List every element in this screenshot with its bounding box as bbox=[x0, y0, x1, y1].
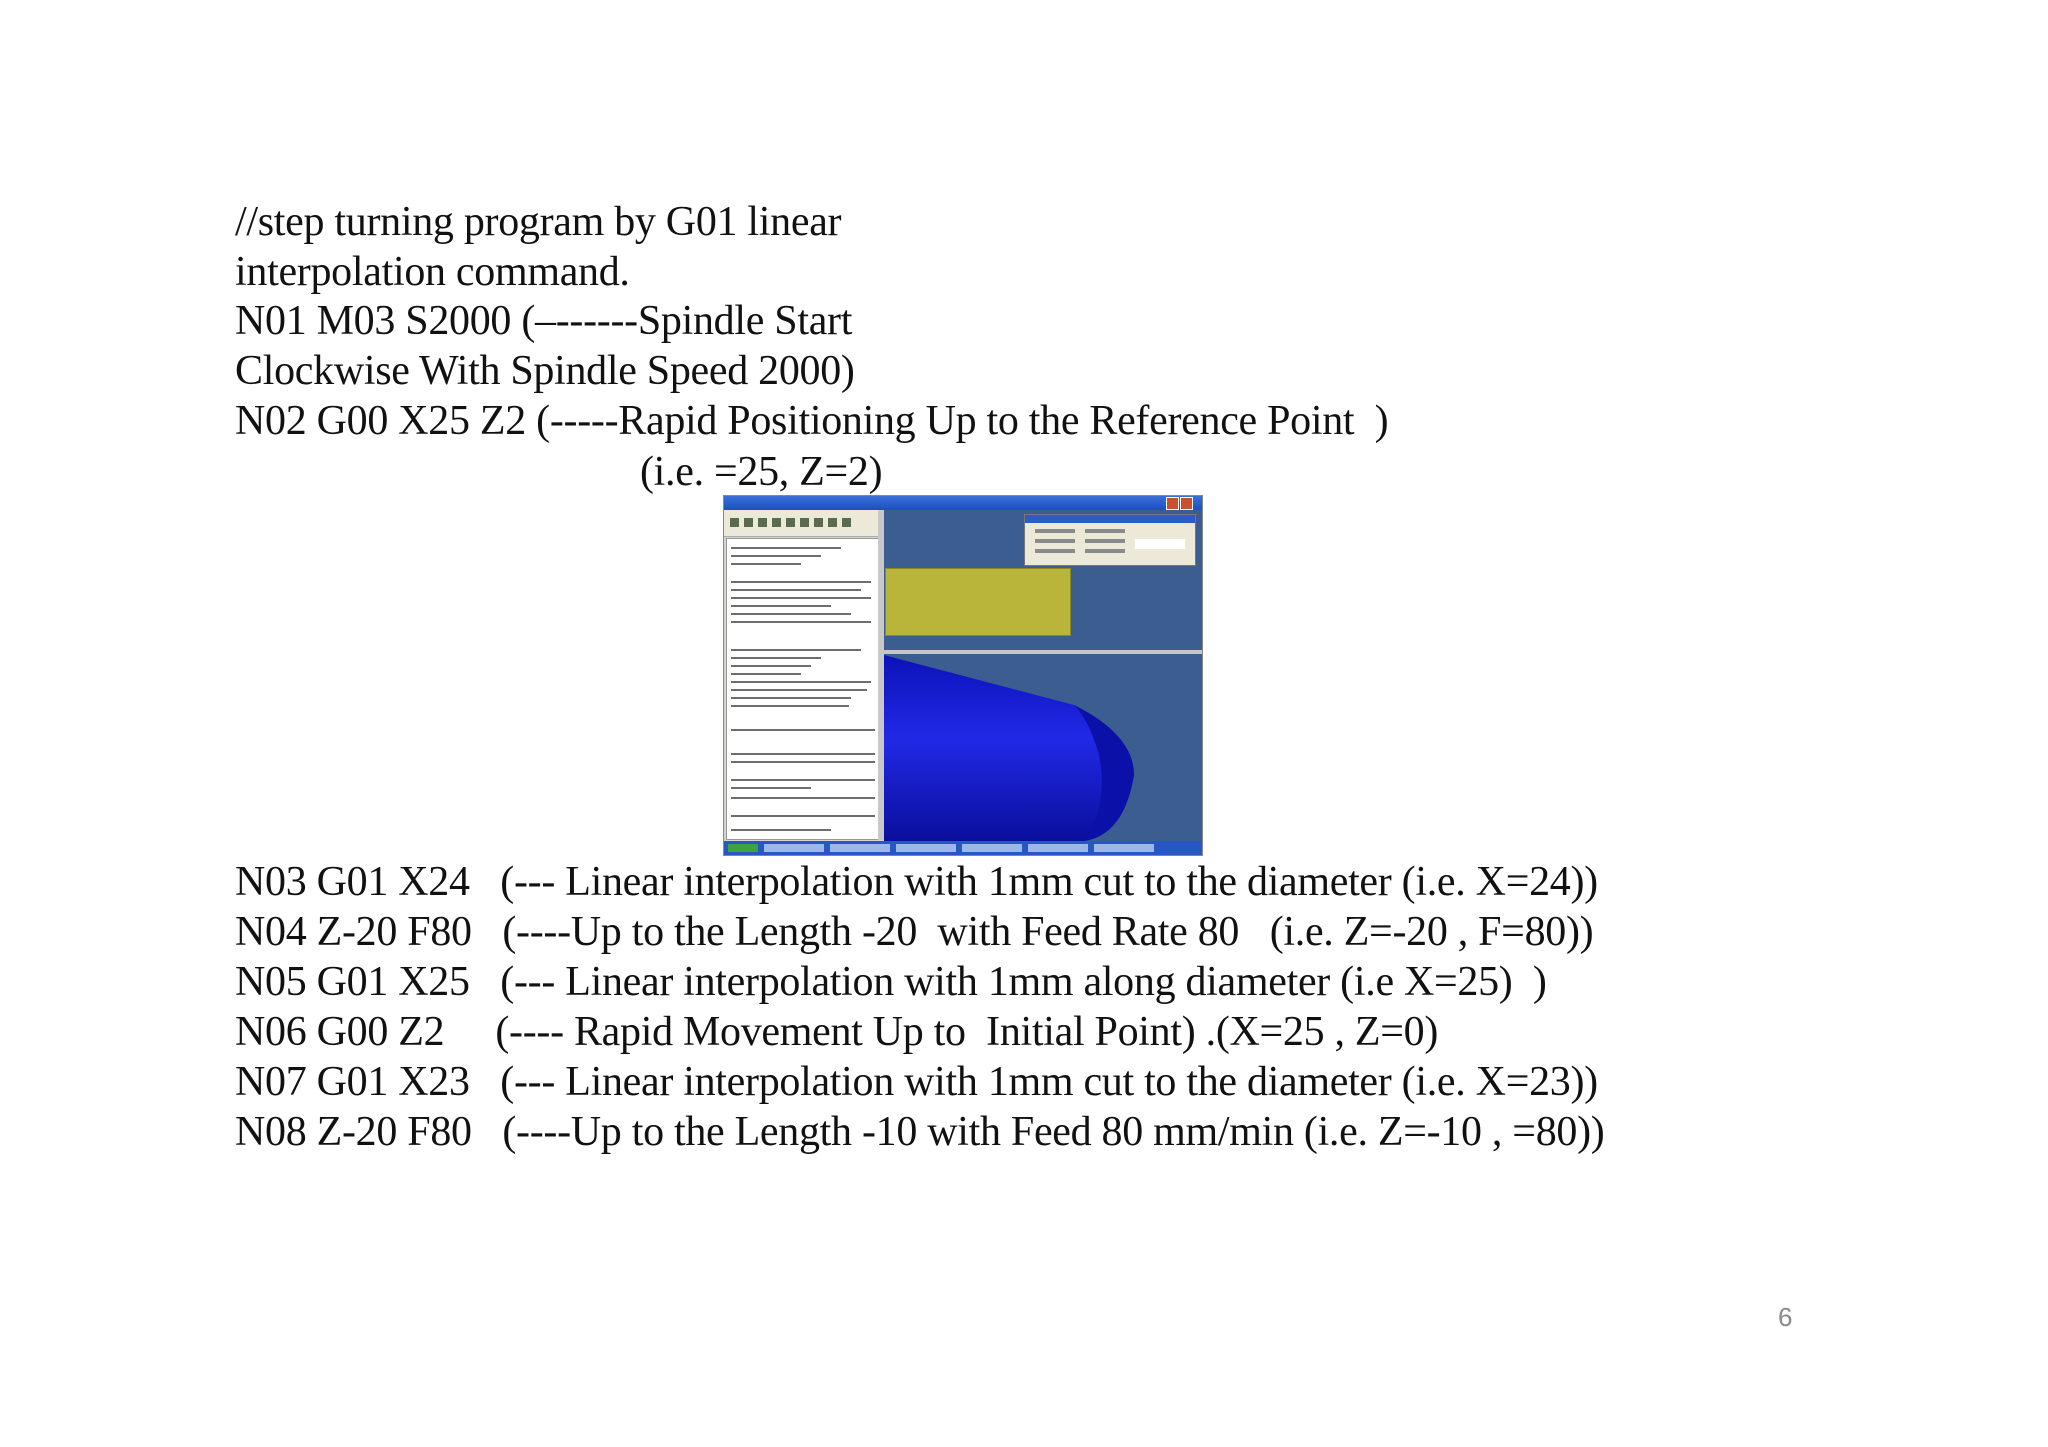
close-icon bbox=[1180, 497, 1193, 510]
text-line-5: N02 G00 X25 Z2 (-----Rapid Positioning Up to the Reference Point ) bbox=[235, 398, 1389, 444]
simulator-toolbar bbox=[724, 510, 882, 537]
tool-icon bbox=[800, 518, 809, 527]
page-number: 6 bbox=[1778, 1302, 1793, 1332]
simulator-title-bar bbox=[724, 496, 1202, 510]
tool-icon bbox=[842, 518, 851, 527]
minimize-icon bbox=[1166, 497, 1179, 510]
text-line-4: Clockwise With Spindle Speed 2000) bbox=[235, 348, 855, 394]
taskbar bbox=[724, 841, 1202, 855]
tool-icon bbox=[772, 518, 781, 527]
workpiece-cylinder bbox=[884, 655, 1202, 845]
tool-icon bbox=[828, 518, 837, 527]
text-line-10: N06 G00 Z2 (---- Rapid Movement Up to Initial Point) .(X=25 , Z=0) bbox=[235, 1009, 1439, 1055]
stock-material bbox=[885, 568, 1071, 636]
text-line-6: (i.e. =25, Z=2) bbox=[640, 449, 883, 495]
tool-icon bbox=[786, 518, 795, 527]
tool-icon bbox=[814, 518, 823, 527]
text-line-8: N04 Z-20 F80 (----Up to the Length -20 with Feed Rate 80 (i.e. Z=-20 , F=80)) bbox=[235, 909, 1594, 955]
tool-icon bbox=[744, 518, 753, 527]
tool-icon bbox=[758, 518, 767, 527]
text-line-12: N08 Z-20 F80 (----Up to the Length -10 with Feed 80 mm/min (i.e. Z=-10 , =80)) bbox=[235, 1109, 1605, 1155]
text-line-11: N07 G01 X23 (--- Linear interpolation with 1mm cut to the diameter (i.e. X=23)) bbox=[235, 1059, 1598, 1105]
text-line-9: N05 G01 X25 (--- Linear interpolation with 1mm along diameter (i.e X=25) ) bbox=[235, 959, 1547, 1005]
text-line-3: N01 M03 S2000 (–------Spindle Start bbox=[235, 298, 853, 344]
simulation-viewport bbox=[884, 510, 1202, 841]
view-divider bbox=[884, 650, 1202, 654]
text-line-1: //step turning program by G01 linear bbox=[235, 199, 842, 245]
program-editor bbox=[726, 538, 880, 840]
tool-icon bbox=[730, 518, 739, 527]
text-line-7: N03 G01 X24 (--- Linear interpolation with 1mm cut to the diameter (i.e. X=24)) bbox=[235, 859, 1598, 905]
coordinate-dialog bbox=[1024, 514, 1196, 566]
text-line-2: interpolation command. bbox=[235, 249, 630, 295]
cnc-simulator-screenshot bbox=[723, 495, 1203, 856]
